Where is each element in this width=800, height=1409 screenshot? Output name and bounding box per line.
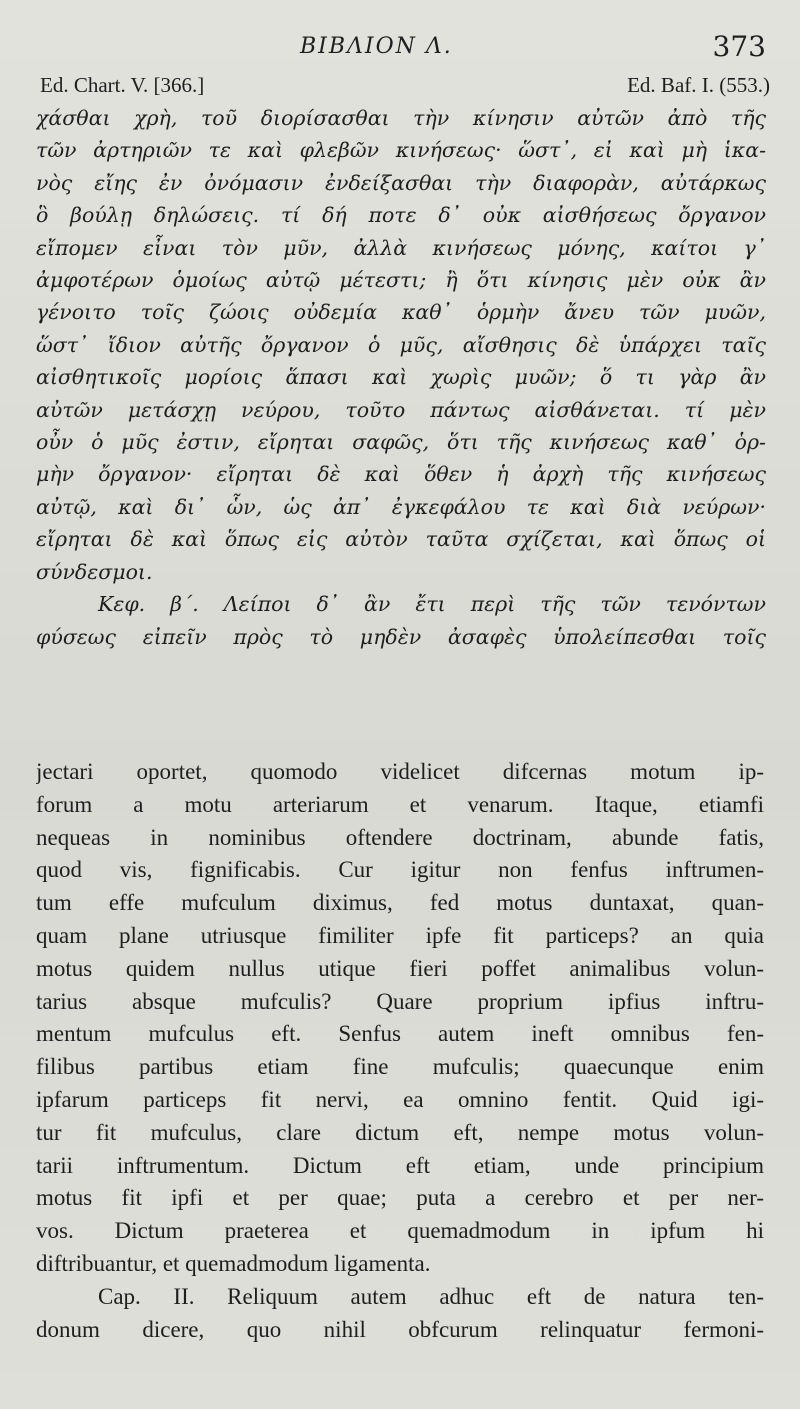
- greek-line: νὸς εἴης ἐν ὀνόμασιν ἐνδείξασθαι τὴν διαφορὰν, αὐτάρκως: [36, 170, 766, 195]
- latin-line: motus fit ipfi et per quae; puta a cerebro et per ner-: [36, 1185, 764, 1211]
- greek-line: αὐτῶν μετάσχῃ νεύρου, τοῦτο πάντως αἰσθάνεται. τί μὲν: [36, 397, 766, 422]
- latin-line: quod vis, fignificabis. Cur igitur non fenfus inftrumen-: [36, 857, 764, 883]
- greek-line: μὴν ὄργανον· εἴρηται δὲ καὶ ὅθεν ἡ ἀρχὴ τῆς κινήσεως: [36, 462, 766, 487]
- edition-reference-chartier: Ed. Chart. V. [366.]: [40, 73, 205, 97]
- greek-line: φύσεως εἰπεῖν πρὸς τὸ μηδὲν ἀσαφὲς ὑπολείπεσθαι τοῖς: [36, 624, 766, 649]
- edition-reference-basel: Ed. Baf. I. (553.): [627, 73, 770, 97]
- latin-line: nequeas in nominibus oftendere doctrinam, abunde fatis,: [36, 824, 764, 850]
- latin-line: mentum mufculus eft. Senfus autem ineft omnibus fen-: [36, 1021, 764, 1047]
- running-head: [0, 28, 800, 64]
- latin-line: tum effe mufculum diximus, fed motus duntaxat, quan-: [36, 890, 764, 916]
- latin-text: [36, 756, 764, 1346]
- latin-line: diftribuantur, et quemadmodum ligamenta.: [36, 1250, 431, 1276]
- page-number: 373: [712, 30, 766, 63]
- latin-line: tarius absque mufculis? Quare proprium ipfius inftru-: [36, 988, 764, 1014]
- greek-text: [36, 102, 766, 653]
- greek-line: χάσθαι χρὴ, τοῦ διορίσασθαι τὴν κίνησιν αὐτῶν ἀπὸ τῆς: [36, 106, 766, 130]
- latin-line: jectari oportet, quomodo videlicet difcernas motum ip-: [36, 759, 764, 784]
- greek-line: ἀμφοτέρων ὁμοίως αὐτῷ μέτεστι; ἢ ὅτι κίνησις μὲν οὐκ ἂν: [36, 268, 766, 293]
- greek-line: εἴρηται δὲ καὶ ὅπως εἰς αὐτὸν ταῦτα σχίζεται, καὶ ὅπως οἱ: [36, 527, 766, 552]
- latin-line: vos. Dictum praeterea et quemadmodum in ipfum hi: [36, 1218, 764, 1244]
- latin-line: tarii inftrumentum. Dictum eft etiam, unde principium: [36, 1152, 764, 1178]
- running-title: ΒΙΒΛΙΟΝ Λ.: [300, 34, 453, 59]
- greek-line: ὃ βούλῃ δηλώσεις. τί δή ποτε δ᾽ οὐκ αἰσθήσεως ὄργανον: [36, 203, 766, 228]
- greek-line: οὖν ὁ μῦς ἐστιν, εἴρηται σαφῶς, ὅτι τῆς κινήσεως καθ᾽ ὁρ-: [36, 430, 766, 455]
- greek-line: γένοιτο τοῖς ζώοις οὐδεμία καθ᾽ ὁρμὴν ἄνευ τῶν μυῶν,: [36, 300, 766, 325]
- latin-line: tur fit mufculus, clare dictum eft, nempe motus volun-: [36, 1119, 764, 1145]
- greek-line: σύνδεσμοι.: [36, 559, 153, 584]
- greek-line: ὥστ᾽ ἴδιον αὐτῆς ὄργανον ὁ μῦς, αἴσθησις δὲ ὑπάρχει ταῖς: [36, 332, 766, 357]
- latin-line: filibus partibus etiam fine mufculis; quaecunque enim: [36, 1054, 764, 1080]
- latin-line: donum dicere, quo nihil obfcurum relinquatur fermoni-: [36, 1316, 764, 1342]
- greek-chapter-heading-line: Κεφ. β΄. Λείποι δ᾽ ἂν ἔτι περὶ τῆς τῶν τενόντων: [98, 592, 766, 617]
- greek-line: εἴπομεν εἶναι τὸν μῦν, ἀλλὰ κινήσεως μόνης, καίτοι γ᾽: [36, 235, 766, 260]
- edition-references: [40, 73, 770, 103]
- greek-line: τῶν ἀρτηριῶν τε καὶ φλεβῶν κινήσεως· ὥστ᾽, εἰ καὶ μὴ ἱκα-: [36, 138, 766, 163]
- latin-line: motus quidem nullus utique fieri poffet animalibus volun-: [36, 955, 764, 981]
- latin-line: forum a motu arteriarum et venarum. Itaque, etiamfi: [36, 791, 764, 817]
- latin-line: quam plane utriusque fimiliter ipfe fit particeps? an quia: [36, 922, 764, 948]
- greek-line: αἰσθητικοῖς μορίοις ἅπασι καὶ χωρὶς μυῶν; ὅ τι γὰρ ἂν: [36, 365, 766, 390]
- latin-line: ipfarum particeps fit nervi, ea omnino fentit. Quid igi-: [36, 1086, 764, 1112]
- greek-line: αὐτῷ, καὶ δι᾽ ὧν, ὡς ἀπ᾽ ἐγκεφάλου τε καὶ διὰ νεύρων·: [36, 494, 766, 519]
- latin-chapter-heading-line: Cap. II. Reliquum autem adhuc eft de natura ten-: [98, 1283, 764, 1309]
